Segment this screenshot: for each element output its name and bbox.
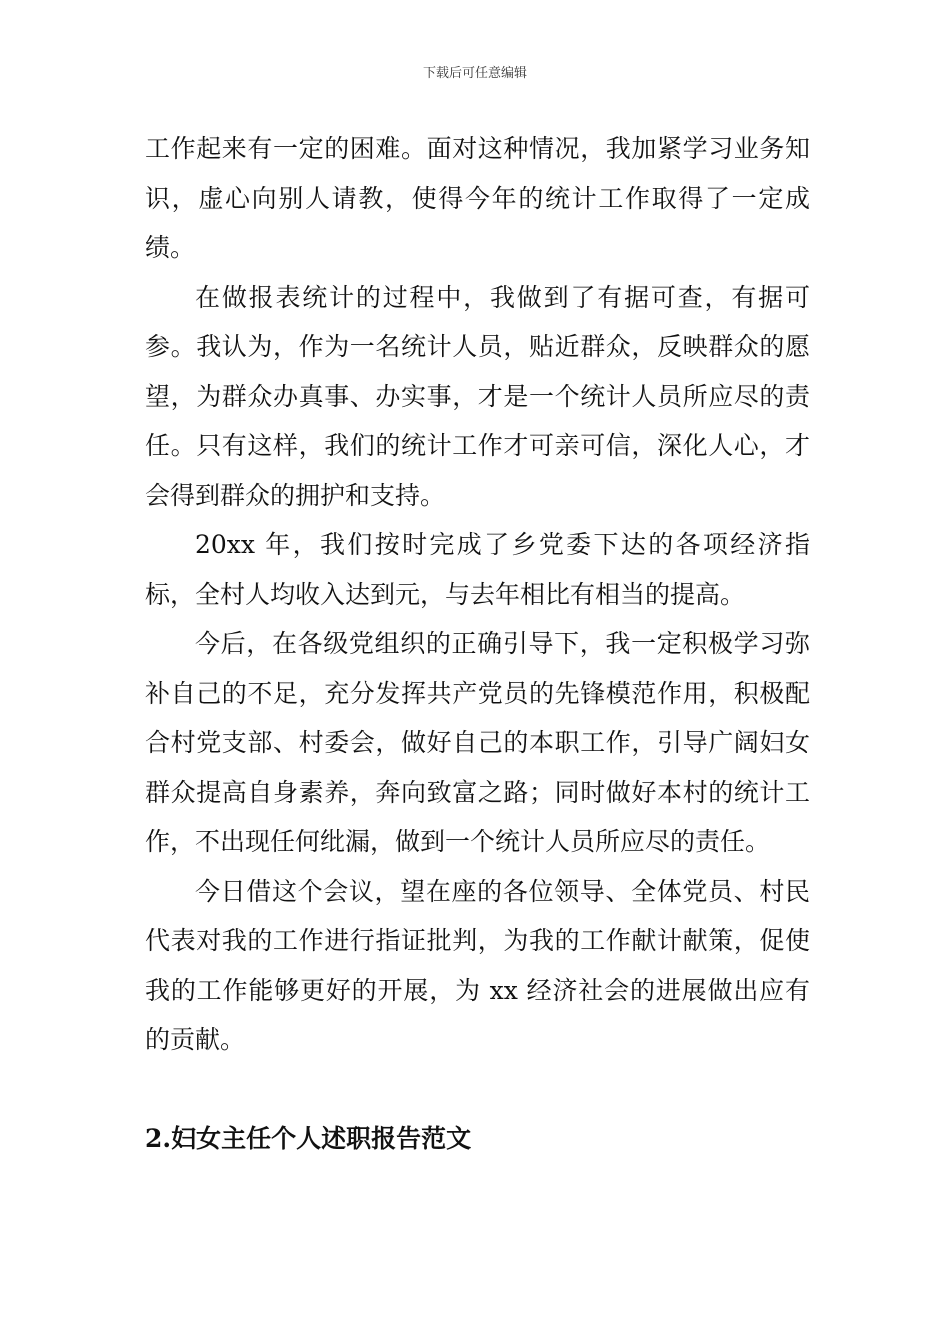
paragraph-3: 20xx 年，我们按时完成了乡党委下达的各项经济指标，全村人均收入达到元，与去年相比有相当的提高。: [145, 530, 810, 609]
section-title: 2.妇女主任个人述职报告范文: [145, 1123, 472, 1153]
document-body: [145, 124, 810, 1163]
paragraph-1: 工作起来有一定的困难。面对这种情况，我加紧学习业务知识，虚心向别人请教，使得今年的统计工作取得了一定成绩。: [145, 134, 810, 262]
paragraph-2: 在做报表统计的过程中，我做到了有据可查，有据可参。我认为，作为一名统计人员，贴近群众，反映群众的愿望，为群众办真事、办实事，才是一个统计人员所应尽的责任。只有这样，我们的统计工作才可亲可信，深化人心，才会得到群众的拥护和支持。: [145, 282, 810, 510]
paragraph-4: 今后，在各级党组织的正确引导下，我一定积极学习弥补自己的不足，充分发挥共产党员的先锋模范作用，积极配合村党支部、村委会，做好自己的本职工作，引导广阔妇女群众提高自身素养，奔向致富之路；同时做好本村的统计工作，不出现任何纰漏，做到一个统计人员所应尽的责任。: [145, 629, 810, 856]
paragraph-5: 今日借这个会议，望在座的各位领导、全体党员、村民代表对我的工作进行指证批判，为我的工作献计献策，促使我的工作能够更好的开展，为 xx 经济社会的进展做出应有的贡献。: [145, 876, 810, 1054]
page-header: 下载后可任意编辑: [422, 66, 527, 81]
